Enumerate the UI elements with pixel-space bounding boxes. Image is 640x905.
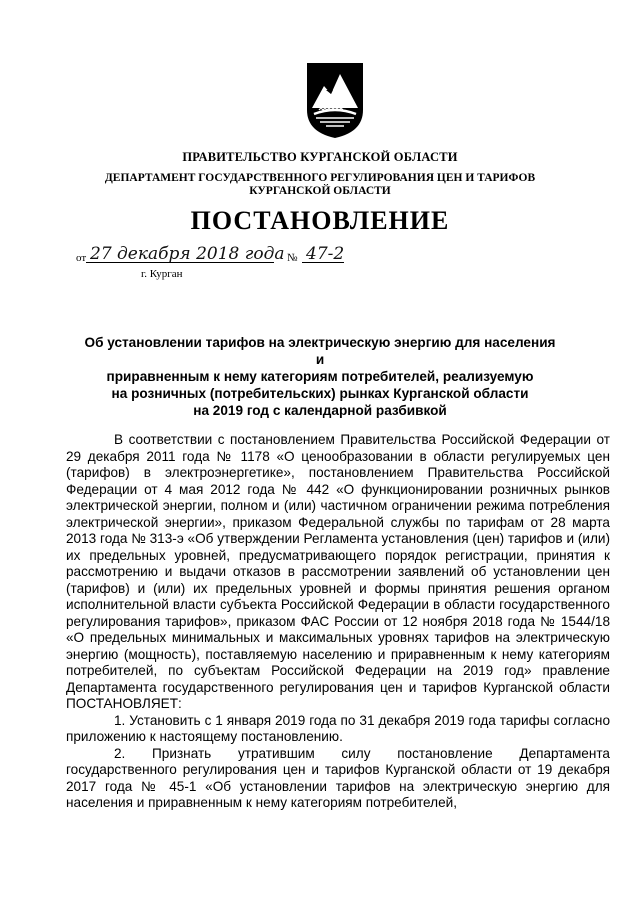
department-name [0, 172, 640, 198]
city-label: г. Курган [141, 268, 183, 280]
document-subject [80, 334, 560, 419]
subject-line: на 2019 год с календарной разбивкой [193, 403, 447, 418]
paragraph-item-2: 2. Признать утратившим силу постановление Департамента государственного регулирования цен и тарифов Курганской области от 19 декабря 2017 года № 45-1 «Об установлении тарифов на электрическую энергию для населения и приравненным к нему категориям потребителей, [66, 745, 610, 810]
date-prefix: от [76, 252, 87, 264]
document-type-title: ПОСТАНОВЛЕНИЕ [190, 206, 450, 235]
paragraph-preamble: В соответствии с постановлением Правительства Российской Федерации от 29 декабря 2011 года № 1178 «О ценообразовании в области регулируемых цен (тарифов) в электроэнергетике», постановлением Правительства Российской Федерации от 4 мая 2012 года № 442 «О функционировании розничных рынков электрической энергии, полном и (или) частичном ограничении режима потребления электрической энергии», приказом Федеральной службы по тарифам от 28 марта 2013 года № 313-э «Об утверждении Регламента установления (цен) тарифов и (или) их предельных уровней, предусматривающего порядок регистрации, принятия к рассмотрению и выдачи отказов в рассмотрении заявлений об установлении цен (тарифов) и (или) их предельных уровней и формы принятия решения органом исполнительной власти субъекта Российской Федерации в области государственного регулирования тарифов», приказом ФАС России от 12 ноября 2018 года № 1544/18 «О предельных минимальных и максимальных уровнях тарифов на электрическую энергию (мощность), поставляемую населению и приравненным к нему категориям потребителей, по субъектам Российской Федерации на 2019 год» правление Департамента государственного регулирования цен и тарифов Курганской области ПОСТАНОВЛЯЕТ: [66, 432, 610, 711]
date-number-line [76, 246, 376, 286]
coat-of-arms-emblem [304, 60, 366, 140]
handwritten-number: 47-2 [306, 244, 345, 264]
handwritten-date: 27 декабря 2018 года [90, 244, 285, 264]
paragraph-item-1: 1. Установить с 1 января 2019 года по 31 декабря 2019 года тарифы согласно приложению к настоящему постановлению. [66, 712, 610, 744]
subject-line: приравненным к нему категориям потребителей, реализуемую [106, 369, 534, 384]
department-name-line2: КУРГАНСКОЙ ОБЛАСТИ [249, 185, 391, 197]
department-name-line1: ДЕПАРТАМЕНТ ГОСУДАРСТВЕННОГО РЕГУЛИРОВАНИЯ ЦЕН И ТАРИФОВ [104, 172, 536, 184]
government-name: ПРАВИТЕЛЬСТВО КУРГАНСКОЙ ОБЛАСТИ [182, 150, 458, 164]
number-underline [302, 262, 344, 263]
number-label: № [287, 252, 298, 264]
date-underline [86, 262, 274, 263]
subject-line: Об установлении тарифов на электрическую энергию для населения и [84, 335, 556, 367]
document-body [66, 432, 610, 812]
subject-line: на розничных (потребительских) рынках Курганской области [111, 386, 529, 401]
